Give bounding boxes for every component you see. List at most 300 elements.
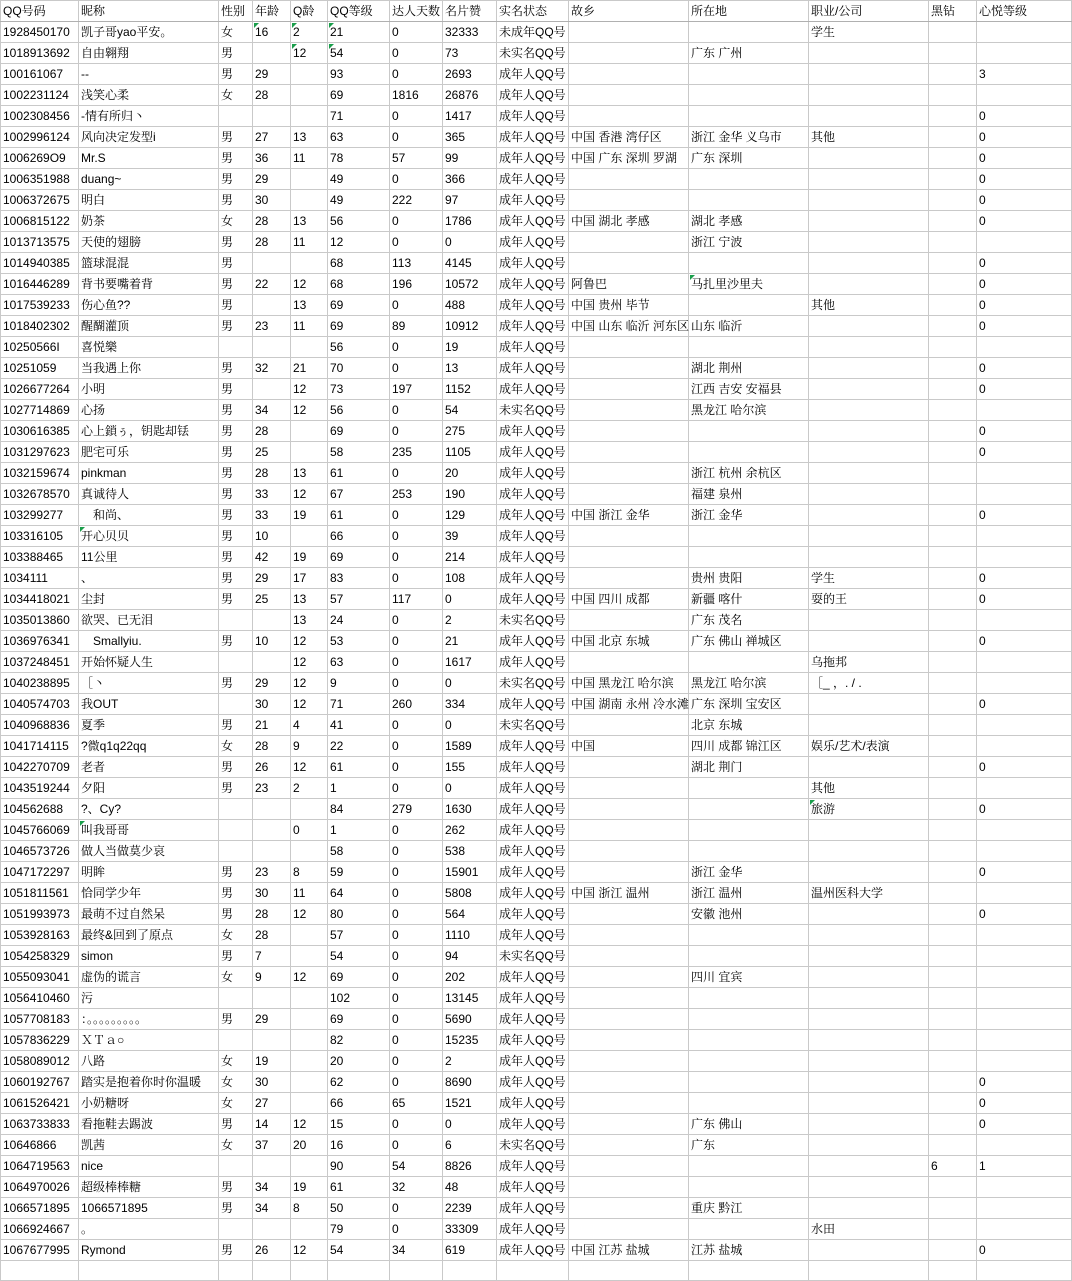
table-cell[interactable]: 23 xyxy=(253,778,291,799)
table-cell[interactable] xyxy=(929,862,977,883)
table-cell[interactable] xyxy=(929,1051,977,1072)
table-cell[interactable] xyxy=(1,1261,79,1281)
table-cell[interactable]: 中国 xyxy=(569,736,689,757)
table-cell[interactable]: 61 xyxy=(328,757,390,778)
table-cell[interactable]: 1040968836 xyxy=(1,715,79,736)
table-cell[interactable]: 11 xyxy=(291,148,328,169)
table-cell[interactable] xyxy=(809,106,929,127)
table-cell[interactable]: 成年人QQ号 xyxy=(497,190,569,211)
table-cell[interactable]: 夏季 xyxy=(79,715,219,736)
table-cell[interactable]: 0 xyxy=(390,568,443,589)
table-cell[interactable] xyxy=(977,484,1072,505)
table-cell[interactable]: 0 xyxy=(977,253,1072,274)
table-cell[interactable]: 34 xyxy=(253,1198,291,1219)
table-cell[interactable]: 30 xyxy=(253,190,291,211)
table-cell[interactable]: 男 xyxy=(219,946,253,967)
table-cell[interactable] xyxy=(569,862,689,883)
table-cell[interactable] xyxy=(929,1261,977,1281)
table-cell[interactable]: 59 xyxy=(328,862,390,883)
table-cell[interactable]: 女 xyxy=(219,736,253,757)
table-cell[interactable] xyxy=(809,1261,929,1281)
table-cell[interactable]: ?微q1q22qq xyxy=(79,736,219,757)
table-cell[interactable]: 男 xyxy=(219,127,253,148)
table-cell[interactable]: 1055093041 xyxy=(1,967,79,988)
table-cell[interactable]: 34 xyxy=(390,1240,443,1261)
table-cell[interactable]: 江苏 盐城 xyxy=(689,1240,809,1261)
table-row[interactable] xyxy=(1,85,1072,106)
table-cell[interactable] xyxy=(569,463,689,484)
table-cell[interactable] xyxy=(689,778,809,799)
table-cell[interactable]: 男 xyxy=(219,1198,253,1219)
table-cell[interactable]: 0 xyxy=(390,22,443,43)
table-cell[interactable] xyxy=(929,946,977,967)
table-cell[interactable]: 男 xyxy=(219,358,253,379)
table-cell[interactable]: 53 xyxy=(328,631,390,652)
table-cell[interactable] xyxy=(977,988,1072,1009)
table-cell[interactable]: 中国 黑龙江 哈尔滨 xyxy=(569,673,689,694)
table-cell[interactable] xyxy=(291,1072,328,1093)
table-row[interactable] xyxy=(1,1156,1072,1177)
table-cell[interactable]: 0 xyxy=(390,1198,443,1219)
table-cell[interactable] xyxy=(689,1261,809,1281)
table-cell[interactable]: 63 xyxy=(328,127,390,148)
table-cell[interactable]: 222 xyxy=(390,190,443,211)
table-cell[interactable] xyxy=(569,967,689,988)
table-cell[interactable]: 其他 xyxy=(809,127,929,148)
table-row[interactable] xyxy=(1,337,1072,358)
table-cell[interactable] xyxy=(977,463,1072,484)
table-cell[interactable]: 中国 山东 临沂 河东区 xyxy=(569,316,689,337)
table-cell[interactable]: 10572 xyxy=(443,274,497,295)
table-cell[interactable]: 0 xyxy=(390,904,443,925)
table-cell[interactable]: 84 xyxy=(328,799,390,820)
table-cell[interactable] xyxy=(977,778,1072,799)
table-cell[interactable]: 男 xyxy=(219,505,253,526)
table-cell[interactable]: 0 xyxy=(390,400,443,421)
table-cell[interactable]: 成年人QQ号 xyxy=(497,442,569,463)
table-cell[interactable]: 28 xyxy=(253,463,291,484)
table-cell[interactable]: 成年人QQ号 xyxy=(497,421,569,442)
table-cell[interactable]: 0 xyxy=(390,211,443,232)
table-cell[interactable]: 男 xyxy=(219,1009,253,1030)
table-cell[interactable]: 2 xyxy=(291,22,328,43)
table-cell[interactable] xyxy=(809,715,929,736)
table-cell[interactable] xyxy=(253,988,291,1009)
table-cell[interactable] xyxy=(569,1072,689,1093)
table-cell[interactable]: 1 xyxy=(328,778,390,799)
table-row[interactable] xyxy=(1,1072,1072,1093)
table-cell[interactable]: 成年人QQ号 xyxy=(497,1156,569,1177)
table-cell[interactable]: 醒醐灌顶 xyxy=(79,316,219,337)
table-cell[interactable]: 中国 浙江 温州 xyxy=(569,883,689,904)
table-cell[interactable] xyxy=(929,631,977,652)
table-cell[interactable]: 成年人QQ号 xyxy=(497,547,569,568)
table-cell[interactable]: 女 xyxy=(219,211,253,232)
table-cell[interactable] xyxy=(569,1030,689,1051)
table-cell[interactable]: 1016446289 xyxy=(1,274,79,295)
table-row[interactable] xyxy=(1,841,1072,862)
table-cell[interactable] xyxy=(689,799,809,820)
table-cell[interactable]: 10646866 xyxy=(1,1135,79,1156)
table-cell[interactable]: 69 xyxy=(328,85,390,106)
table-cell[interactable]: 70 xyxy=(328,358,390,379)
table-cell[interactable]: 12 xyxy=(328,232,390,253)
table-cell[interactable]: 成年人QQ号 xyxy=(497,589,569,610)
table-cell[interactable]: 32 xyxy=(253,358,291,379)
table-row[interactable] xyxy=(1,274,1072,295)
table-cell[interactable] xyxy=(569,337,689,358)
table-cell[interactable]: 61 xyxy=(328,463,390,484)
table-cell[interactable]: 19 xyxy=(443,337,497,358)
table-cell[interactable] xyxy=(569,1198,689,1219)
table-cell[interactable]: 30 xyxy=(253,694,291,715)
table-cell[interactable]: 235 xyxy=(390,442,443,463)
table-cell[interactable]: 108 xyxy=(443,568,497,589)
table-cell[interactable] xyxy=(291,1051,328,1072)
table-cell[interactable]: 马扎里沙里夫 xyxy=(689,274,809,295)
table-cell[interactable] xyxy=(569,1093,689,1114)
table-cell[interactable] xyxy=(929,820,977,841)
table-cell[interactable]: 12 xyxy=(291,967,328,988)
table-cell[interactable] xyxy=(929,904,977,925)
table-row[interactable] xyxy=(1,652,1072,673)
table-cell[interactable]: 1589 xyxy=(443,736,497,757)
table-cell[interactable]: 49 xyxy=(328,169,390,190)
table-cell[interactable] xyxy=(569,652,689,673)
table-cell[interactable]: 4145 xyxy=(443,253,497,274)
table-cell[interactable]: 69 xyxy=(328,967,390,988)
table-cell[interactable]: 20 xyxy=(291,1135,328,1156)
table-cell[interactable] xyxy=(977,883,1072,904)
table-cell[interactable]: 浙江 宁波 xyxy=(689,232,809,253)
table-cell[interactable]: ＸＴａ○ xyxy=(79,1030,219,1051)
table-cell[interactable]: 成年人QQ号 xyxy=(497,568,569,589)
table-cell[interactable]: 1006815122 xyxy=(1,211,79,232)
table-cell[interactable] xyxy=(977,232,1072,253)
table-cell[interactable]: 103388465 xyxy=(1,547,79,568)
table-cell[interactable]: 80 xyxy=(328,904,390,925)
table-cell[interactable] xyxy=(809,1177,929,1198)
table-cell[interactable]: 2693 xyxy=(443,64,497,85)
table-cell[interactable]: 34 xyxy=(253,1177,291,1198)
table-cell[interactable]: 28 xyxy=(253,85,291,106)
table-cell[interactable] xyxy=(291,988,328,1009)
table-cell[interactable] xyxy=(809,274,929,295)
table-cell[interactable]: -- xyxy=(79,64,219,85)
table-cell[interactable] xyxy=(929,757,977,778)
table-cell[interactable]: 64 xyxy=(328,883,390,904)
table-cell[interactable] xyxy=(929,43,977,64)
table-cell[interactable]: 1066924667 xyxy=(1,1219,79,1240)
table-cell[interactable]: 0 xyxy=(443,778,497,799)
table-cell[interactable]: 0 xyxy=(390,1030,443,1051)
table-cell[interactable]: 1045766069 xyxy=(1,820,79,841)
table-cell[interactable]: 103316105 xyxy=(1,526,79,547)
table-cell[interactable] xyxy=(929,358,977,379)
table-cell[interactable]: 男 xyxy=(219,295,253,316)
table-cell[interactable]: 学生 xyxy=(809,22,929,43)
table-cell[interactable]: 成年人QQ号 xyxy=(497,274,569,295)
table-cell[interactable] xyxy=(809,253,929,274)
table-cell[interactable] xyxy=(689,946,809,967)
table-row[interactable] xyxy=(1,799,1072,820)
table-cell[interactable] xyxy=(809,316,929,337)
table-row[interactable] xyxy=(1,43,1072,64)
table-cell[interactable] xyxy=(929,484,977,505)
table-cell[interactable]: 温州医科大学 xyxy=(809,883,929,904)
column-header[interactable]: 年龄 xyxy=(253,1,291,22)
table-cell[interactable]: 老者 xyxy=(79,757,219,778)
table-cell[interactable]: 0 xyxy=(390,820,443,841)
table-cell[interactable]: 1786 xyxy=(443,211,497,232)
table-cell[interactable]: 1034111 xyxy=(1,568,79,589)
table-cell[interactable]: 凯茜 xyxy=(79,1135,219,1156)
table-cell[interactable] xyxy=(929,715,977,736)
table-cell[interactable] xyxy=(569,1219,689,1240)
table-cell[interactable] xyxy=(291,946,328,967)
table-cell[interactable]: 0 xyxy=(977,1114,1072,1135)
table-cell[interactable]: 14 xyxy=(253,1114,291,1135)
table-cell[interactable] xyxy=(929,232,977,253)
table-cell[interactable]: 1630 xyxy=(443,799,497,820)
table-cell[interactable]: 八路 xyxy=(79,1051,219,1072)
table-cell[interactable]: 48 xyxy=(443,1177,497,1198)
table-cell[interactable] xyxy=(253,820,291,841)
table-cell[interactable]: 1064719563 xyxy=(1,1156,79,1177)
table-cell[interactable]: 93 xyxy=(328,64,390,85)
table-cell[interactable]: 66 xyxy=(328,526,390,547)
table-cell[interactable] xyxy=(569,1135,689,1156)
table-cell[interactable]: 69 xyxy=(328,421,390,442)
table-cell[interactable] xyxy=(809,337,929,358)
table-cell[interactable] xyxy=(929,85,977,106)
table-cell[interactable]: 5808 xyxy=(443,883,497,904)
table-cell[interactable] xyxy=(809,946,929,967)
table-cell[interactable] xyxy=(689,442,809,463)
table-cell[interactable]: Rymond xyxy=(79,1240,219,1261)
table-cell[interactable] xyxy=(929,883,977,904)
table-cell[interactable] xyxy=(929,925,977,946)
table-cell[interactable] xyxy=(977,1219,1072,1240)
table-cell[interactable]: 男 xyxy=(219,148,253,169)
table-row[interactable] xyxy=(1,127,1072,148)
table-cell[interactable]: 0 xyxy=(390,631,443,652)
table-cell[interactable]: 明眸 xyxy=(79,862,219,883)
table-cell[interactable] xyxy=(219,1261,253,1281)
table-cell[interactable]: 117 xyxy=(390,589,443,610)
table-cell[interactable] xyxy=(569,106,689,127)
table-cell[interactable]: 0 xyxy=(977,1072,1072,1093)
table-cell[interactable]: ［_ ，. / . xyxy=(809,673,929,694)
table-cell[interactable]: 0 xyxy=(977,589,1072,610)
table-cell[interactable]: 26 xyxy=(253,757,291,778)
table-cell[interactable]: 成年人QQ号 xyxy=(497,1072,569,1093)
table-cell[interactable]: 13 xyxy=(291,295,328,316)
table-cell[interactable]: 79 xyxy=(328,1219,390,1240)
table-cell[interactable]: 中国 广东 深圳 罗湖 xyxy=(569,148,689,169)
table-cell[interactable]: 202 xyxy=(443,967,497,988)
table-cell[interactable] xyxy=(809,1135,929,1156)
table-cell[interactable] xyxy=(569,232,689,253)
table-cell[interactable]: 未实名QQ号 xyxy=(497,400,569,421)
table-cell[interactable] xyxy=(689,1093,809,1114)
table-cell[interactable] xyxy=(253,106,291,127)
table-cell[interactable] xyxy=(569,1177,689,1198)
table-cell[interactable]: 19 xyxy=(291,547,328,568)
table-cell[interactable]: 54 xyxy=(328,43,390,64)
table-cell[interactable]: 湖北 孝感 xyxy=(689,211,809,232)
table-cell[interactable]: 8690 xyxy=(443,1072,497,1093)
table-cell[interactable]: 奶茶 xyxy=(79,211,219,232)
table-cell[interactable]: 8 xyxy=(291,1198,328,1219)
table-cell[interactable] xyxy=(809,1009,929,1030)
table-cell[interactable] xyxy=(977,1177,1072,1198)
table-cell[interactable]: 女 xyxy=(219,22,253,43)
table-cell[interactable] xyxy=(809,757,929,778)
table-cell[interactable]: 42 xyxy=(253,547,291,568)
table-cell[interactable]: 成年人QQ号 xyxy=(497,862,569,883)
table-cell[interactable]: 15235 xyxy=(443,1030,497,1051)
table-cell[interactable]: 0 xyxy=(390,946,443,967)
column-header[interactable]: 职业/公司 xyxy=(809,1,929,22)
table-cell[interactable]: 0 xyxy=(390,757,443,778)
table-cell[interactable]: 篮球混混 xyxy=(79,253,219,274)
table-row[interactable] xyxy=(1,1219,1072,1240)
table-cell[interactable] xyxy=(689,22,809,43)
table-cell[interactable] xyxy=(977,946,1072,967)
table-cell[interactable]: 凯子哥yao平安。 xyxy=(79,22,219,43)
table-cell[interactable]: 10250566I xyxy=(1,337,79,358)
table-cell[interactable]: 1056410460 xyxy=(1,988,79,1009)
table-cell[interactable]: 0 xyxy=(390,862,443,883)
table-cell[interactable]: 90 xyxy=(328,1156,390,1177)
table-cell[interactable]: 11 xyxy=(291,232,328,253)
table-cell[interactable]: 0 xyxy=(390,421,443,442)
table-cell[interactable]: 12 xyxy=(291,484,328,505)
table-cell[interactable]: 小奶糖呀 xyxy=(79,1093,219,1114)
table-cell[interactable] xyxy=(929,1198,977,1219)
table-cell[interactable]: 0 xyxy=(443,715,497,736)
table-cell[interactable]: 喜悦樂 xyxy=(79,337,219,358)
table-cell[interactable]: 0 xyxy=(390,1009,443,1030)
table-cell[interactable] xyxy=(291,1030,328,1051)
table-cell[interactable]: 中国 贵州 毕节 xyxy=(569,295,689,316)
table-row[interactable] xyxy=(1,358,1072,379)
table-cell[interactable]: 浙江 金华 xyxy=(689,862,809,883)
table-cell[interactable] xyxy=(569,1114,689,1135)
table-cell[interactable]: 197 xyxy=(390,379,443,400)
table-cell[interactable]: 68 xyxy=(328,274,390,295)
table-cell[interactable]: 262 xyxy=(443,820,497,841)
table-cell[interactable]: 男 xyxy=(219,274,253,295)
table-row[interactable] xyxy=(1,232,1072,253)
column-header[interactable]: 所在地 xyxy=(689,1,809,22)
table-cell[interactable]: 成年人QQ号 xyxy=(497,841,569,862)
table-cell[interactable] xyxy=(977,526,1072,547)
table-cell[interactable]: 0 xyxy=(390,1051,443,1072)
table-row[interactable] xyxy=(1,568,1072,589)
table-row[interactable] xyxy=(1,1198,1072,1219)
table-cell[interactable]: 贵州 贵阳 xyxy=(689,568,809,589)
table-cell[interactable]: 0 xyxy=(390,925,443,946)
table-cell[interactable] xyxy=(929,337,977,358)
table-cell[interactable]: 3 xyxy=(977,64,1072,85)
table-cell[interactable]: 成年人QQ号 xyxy=(497,1114,569,1135)
table-cell[interactable]: 男 xyxy=(219,673,253,694)
table-cell[interactable]: 62 xyxy=(328,1072,390,1093)
table-cell[interactable]: 中国 浙江 金华 xyxy=(569,505,689,526)
table-cell[interactable]: 0 xyxy=(443,589,497,610)
table-cell[interactable]: 69 xyxy=(328,1009,390,1030)
table-cell[interactable]: 0 xyxy=(390,43,443,64)
table-cell[interactable]: 男 xyxy=(219,379,253,400)
table-cell[interactable]: 12 xyxy=(291,43,328,64)
table-cell[interactable] xyxy=(569,610,689,631)
table-cell[interactable]: 成年人QQ号 xyxy=(497,778,569,799)
table-cell[interactable]: 16 xyxy=(253,22,291,43)
table-cell[interactable]: 57 xyxy=(390,148,443,169)
table-cell[interactable]: 65 xyxy=(390,1093,443,1114)
table-cell[interactable]: 0 xyxy=(390,736,443,757)
table-cell[interactable]: 365 xyxy=(443,127,497,148)
table-cell[interactable] xyxy=(291,64,328,85)
table-cell[interactable] xyxy=(291,106,328,127)
table-cell[interactable] xyxy=(219,1156,253,1177)
table-cell[interactable]: 0 xyxy=(977,295,1072,316)
table-cell[interactable]: 男 xyxy=(219,715,253,736)
table-cell[interactable]: 0 xyxy=(977,211,1072,232)
table-cell[interactable] xyxy=(253,1261,291,1281)
table-cell[interactable] xyxy=(689,820,809,841)
table-cell[interactable] xyxy=(929,106,977,127)
table-cell[interactable]: 小明 xyxy=(79,379,219,400)
table-cell[interactable]: 真诚待人 xyxy=(79,484,219,505)
table-cell[interactable]: 男 xyxy=(219,400,253,421)
table-cell[interactable]: 13145 xyxy=(443,988,497,1009)
table-cell[interactable]: 19 xyxy=(291,1177,328,1198)
table-cell[interactable] xyxy=(689,169,809,190)
table-cell[interactable]: 0 xyxy=(390,883,443,904)
table-cell[interactable]: 8 xyxy=(291,862,328,883)
table-cell[interactable]: 66 xyxy=(328,1093,390,1114)
table-cell[interactable]: 619 xyxy=(443,1240,497,1261)
table-row[interactable] xyxy=(1,862,1072,883)
table-cell[interactable]: 成年人QQ号 xyxy=(497,1051,569,1072)
table-cell[interactable]: 23 xyxy=(253,862,291,883)
table-cell[interactable] xyxy=(569,22,689,43)
table-cell[interactable]: 4 xyxy=(291,715,328,736)
table-cell[interactable]: 12 xyxy=(291,379,328,400)
table-cell[interactable]: 男 xyxy=(219,253,253,274)
table-cell[interactable]: 16 xyxy=(328,1135,390,1156)
table-cell[interactable]: 0 xyxy=(390,526,443,547)
table-cell[interactable] xyxy=(929,610,977,631)
table-row[interactable] xyxy=(1,757,1072,778)
table-cell[interactable]: 、 xyxy=(79,568,219,589)
table-cell[interactable] xyxy=(291,190,328,211)
table-cell[interactable] xyxy=(809,43,929,64)
table-cell[interactable]: 564 xyxy=(443,904,497,925)
table-cell[interactable]: 1067677995 xyxy=(1,1240,79,1261)
table-row[interactable] xyxy=(1,1093,1072,1114)
table-cell[interactable]: 67 xyxy=(328,484,390,505)
table-cell[interactable] xyxy=(253,799,291,820)
table-cell[interactable]: 成年人QQ号 xyxy=(497,253,569,274)
column-header[interactable]: QQ等级 xyxy=(328,1,390,22)
table-cell[interactable]: 10 xyxy=(253,631,291,652)
table-cell[interactable]: 89 xyxy=(390,316,443,337)
table-cell[interactable]: 30 xyxy=(253,1072,291,1093)
